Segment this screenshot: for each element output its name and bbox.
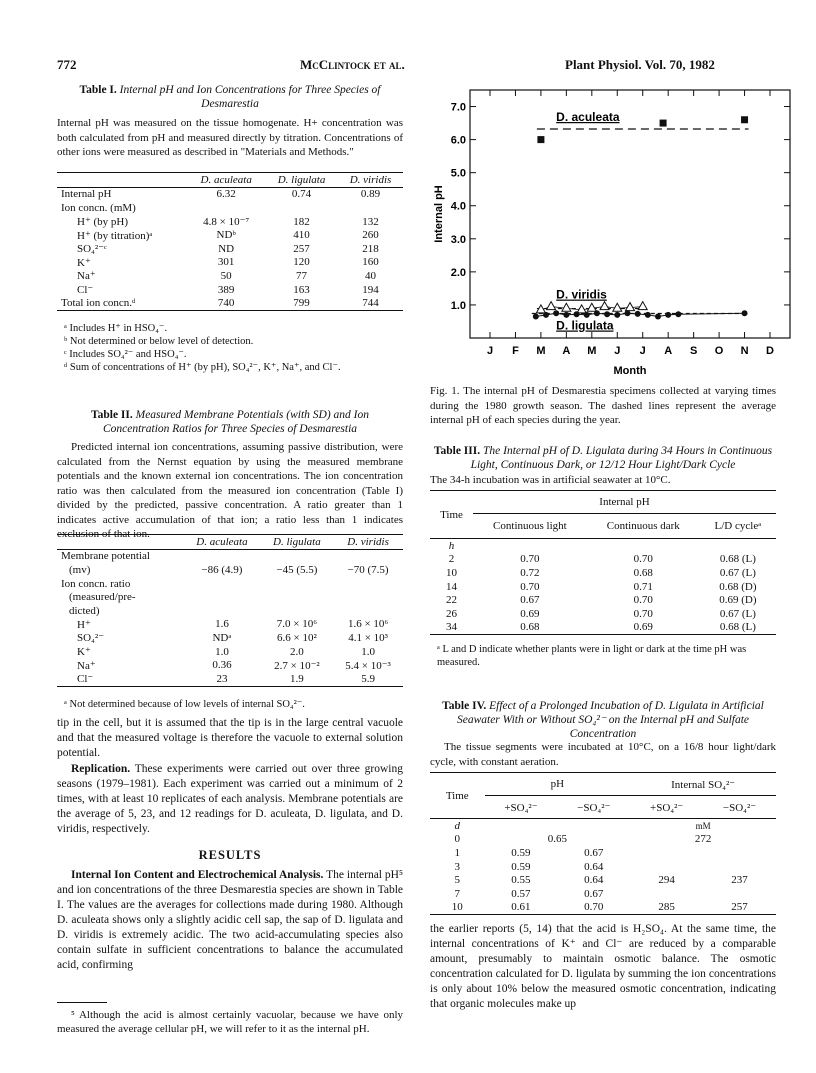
table3-cell: 0.68: [633, 566, 653, 579]
table4-cell: 1: [454, 846, 460, 859]
table2-cell: [183, 577, 260, 591]
table4-cell: 0.61: [485, 901, 558, 915]
table4-description: The tissue segments were incubated at 10°C, on a 16/8 hour light/dark cycle, with constant aeration.: [430, 741, 776, 768]
table3-unit: h: [448, 539, 455, 552]
table2-cell: 2.0: [290, 645, 304, 658]
table4-unit-conc: mM: [695, 820, 711, 831]
table1-cell: 0.74: [291, 188, 312, 201]
table1-cell: ND: [218, 242, 235, 255]
table1-cell: 40: [365, 269, 376, 282]
table1-cell: [187, 201, 265, 215]
table4-cell: 237: [731, 874, 748, 887]
series-label-viridis: D. viridis: [556, 287, 607, 302]
series-label-aculeata: D. aculeata: [556, 110, 620, 125]
journal-citation: Plant Physiol. Vol. 70, 1982: [565, 57, 715, 72]
table1-footnote: ᵃ Includes H⁺ in HSO₄⁻.: [64, 323, 168, 334]
table4-cell: 294: [658, 874, 675, 887]
table2-col-header: [57, 535, 183, 550]
replication-heading: Replication.: [71, 763, 131, 775]
table-row: [430, 833, 776, 847]
table2-row-label: Ion concn. ratio: [61, 577, 131, 590]
data-point-ligulata: [614, 312, 620, 318]
table1-cell: [265, 201, 338, 215]
data-point-ligulata: [533, 314, 539, 320]
table3-caption: [430, 444, 776, 472]
table4-cell: 0.67: [584, 846, 604, 859]
data-point-viridis: [547, 302, 556, 310]
series-label-ligulata: D. ligulata: [556, 318, 614, 333]
table1-cell: 120: [293, 256, 310, 269]
page-number: 772: [57, 57, 77, 72]
data-point-aculeata: [660, 120, 667, 127]
y-tick-label: 4.0: [450, 200, 466, 213]
table-row: [57, 590, 403, 604]
table1-cell: 50: [220, 269, 232, 282]
table3-caption-label: Table III.: [433, 445, 481, 457]
table1-cell: 389: [217, 283, 235, 296]
table4-cell: 272: [694, 833, 712, 846]
table3-cell: 0.72: [520, 566, 540, 579]
table2-row-label: Cl⁻: [57, 672, 183, 686]
table3-cell: 0.70: [633, 594, 653, 607]
table3-cell: 0.70: [520, 553, 540, 566]
table2-row-label: SO₄²⁻: [77, 632, 105, 645]
data-point-viridis: [577, 305, 586, 313]
table2: [57, 534, 403, 687]
table1-cell: 132: [362, 215, 379, 228]
table3-unit-spacer: [473, 539, 776, 553]
table1-col-header: D. viridis: [338, 173, 403, 188]
data-point-ligulata: [604, 311, 610, 317]
table4-cell: [703, 860, 776, 874]
x-tick-label: M: [587, 345, 597, 357]
table4-ph-header: pH: [485, 773, 631, 796]
table-row: [57, 672, 403, 686]
table3-cell: 14: [445, 580, 457, 593]
table1-row-label: SO₄²⁻ᶜ: [77, 243, 107, 256]
table2-cell: [333, 604, 403, 618]
table2-row-label: dicted): [69, 604, 100, 617]
y-tick-label: 7.0: [450, 101, 466, 114]
table2-caption-label: Table II.: [90, 409, 133, 421]
data-point-ligulata: [655, 314, 661, 320]
table2-cell: 0.36: [212, 659, 232, 672]
table1-cell: 799: [265, 296, 338, 310]
table2-cell: 1.0: [361, 645, 375, 658]
y-tick-label: 3.0: [450, 233, 466, 246]
table1-cell: 163: [293, 283, 310, 296]
x-tick-label: M: [536, 345, 546, 357]
footnote-rule: [57, 1002, 107, 1003]
table2-cell: −45 (5.5): [276, 563, 318, 576]
table1-header-row: [57, 173, 403, 188]
table3-cell: 26: [445, 607, 457, 620]
table3-cell: 0.71: [633, 580, 653, 593]
table4-cell: 0.70: [557, 901, 630, 915]
table2-col-header: D. viridis: [333, 535, 403, 550]
y-tick-label: 2.0: [450, 266, 466, 279]
table2-cell: NDᵃ: [212, 631, 232, 644]
table1-cell: 182: [293, 215, 310, 228]
table1-caption-text: Internal pH and Ion Concentrations for Three Species of Desmarestia: [119, 84, 381, 110]
table3-cell: 10: [445, 566, 457, 579]
table1-description: Internal pH was measured on the tissue homogenate. H+ concentration was both calculated from pH and measured directly by titration. Concentrations of other ions were measured as described in "Materials and Methods.": [57, 117, 403, 158]
table2-cell: [183, 549, 260, 563]
table1: [57, 172, 403, 311]
table2-cell: [333, 577, 403, 591]
table1-col-header: D. ligulata: [265, 173, 338, 188]
table1-row-label: Ion concn. (mM): [61, 201, 136, 214]
table2-description: Predicted internal ion concentrations, assuming passive distribution, were calculated from the Nernst equation by using the measured membrane potentials and the known external ion concentrations. The ion concentration ratio was then calculated from the measured ion concentration (Table I) divided by the predicted, passive concentration. A ratio greater than 1 indicates active accumulation of that ion; a ratio less than 1 indicates exclusion of that ion.: [57, 441, 403, 540]
data-point-ligulata: [594, 310, 600, 316]
x-tick-label: F: [512, 345, 519, 357]
table4-unit-spacer: [485, 819, 631, 833]
table4-time-header: Time: [430, 773, 485, 819]
table3-cell: 22: [445, 594, 457, 607]
table4-cell: 0.57: [511, 887, 531, 900]
y-tick-label: 1.0: [450, 299, 466, 312]
table2-cell: [333, 590, 403, 604]
table4-col-header: +SO₄²⁻: [630, 796, 703, 819]
table-row: [57, 215, 403, 229]
table1-row-label: Total ion concn.ᵈ: [57, 296, 187, 310]
table-row: [430, 566, 776, 580]
table2-row-label: K⁺: [77, 646, 91, 659]
table4-cell: 7: [454, 887, 460, 900]
table4-caption: [430, 699, 776, 741]
table1-cell: 6.32: [216, 188, 236, 201]
table-row: [430, 887, 776, 901]
table1-row-label: Internal pH: [61, 188, 112, 201]
table1-cell: 301: [217, 256, 235, 269]
x-tick-label: S: [689, 345, 698, 357]
right-body-paragraph: the earlier reports (5, 14) that the acid is H₂SO₄. At the same time, the internal concentrations of K⁺ and Cl⁻ are reduced by a comparable amount, presumably to maintain osmotic balance. The osmotic concentration calculated for D. ligulata by summing the ion concentrations is only about 10% below the measured osmotic concentration, indicating that organic molecules make up: [430, 923, 776, 1010]
table4-cell: 3: [454, 860, 460, 873]
data-point-viridis: [600, 302, 609, 310]
table2-row-label: Na⁺: [77, 659, 96, 672]
table-row: [57, 618, 403, 632]
table1-col-header: [57, 173, 187, 188]
table2-cell: 1.9: [261, 672, 334, 686]
x-tick-label: J: [486, 345, 494, 357]
data-point-viridis: [613, 303, 622, 311]
table4-unit-row: [430, 819, 776, 833]
table-row: [57, 296, 403, 310]
table4-unit-time: d: [454, 819, 460, 832]
table3-cell: 0.67: [520, 594, 540, 607]
table3-cell: 0.68 (L): [700, 621, 776, 635]
table4-cell: 0.67: [584, 887, 604, 900]
table2-cell: [261, 549, 334, 563]
data-point-viridis: [587, 303, 596, 311]
table4-caption-label: Table IV.: [442, 700, 487, 712]
table1-caption-label: Table I.: [79, 84, 117, 96]
x-tick-label: A: [664, 345, 673, 357]
table1-cell: NDᵇ: [216, 229, 236, 242]
data-point-ligulata: [635, 311, 641, 317]
table2-cell: −86 (4.9): [201, 563, 243, 576]
table2-cell: [261, 590, 334, 604]
table-row: [57, 563, 403, 577]
table1-cell: 740: [187, 296, 265, 310]
table-row: [57, 631, 403, 645]
table2-cell: −70 (7.5): [347, 563, 389, 576]
table2-header-row: [57, 535, 403, 550]
table3-cell: 0.68 (D): [719, 580, 757, 593]
figure1-caption: Fig. 1. The internal pH of Desmarestia specimens collected at varying times during the 1980 growth season. The dashed lines represent the average internal pH of each species during the year.: [430, 385, 776, 426]
x-axis-label: Month: [613, 365, 647, 377]
table3-col-header: Continuous light: [473, 514, 587, 539]
replication-paragraph: [57, 762, 403, 837]
table4-cell: 10: [430, 901, 485, 915]
table1-cell: 77: [296, 269, 308, 282]
table4-cell: [630, 887, 703, 901]
data-point-viridis: [638, 302, 647, 310]
y-tick-label: 6.0: [450, 134, 466, 147]
table4-so4-header: Internal SO₄²⁻: [630, 773, 776, 796]
table4-cell: [630, 860, 703, 874]
table4-cell: 0.59: [511, 860, 531, 873]
table1-footnote: ᶜ Includes SO₄²⁻ and HSO₄⁻.: [64, 349, 187, 360]
table3: [430, 490, 776, 635]
table2-cell: [261, 577, 334, 591]
table1-row-label: K⁺: [77, 256, 91, 269]
table4-header-row: [430, 773, 776, 796]
table4-cell: 257: [703, 901, 776, 915]
table1-cell: 194: [362, 283, 379, 296]
running-authors: McClintock et al.: [300, 57, 405, 72]
internal-ion-body: The internal pH⁵ and ion concentrations of the three Desmarestia species are shown in Table I. The values are the averages for collections made during 1980. Although D. aculeata shows only a slightly acidic cell sap, the sap of D. ligulata and D. viridis is extremely acidic. The two acid-accumulating species also contain sulfate in sufficient concentrations to balance the accumulated acid, confirming: [57, 869, 403, 971]
table3-cell: 0.69 (D): [719, 594, 757, 607]
continuation-paragraph: tip in the cell, but it is assumed that the tip is in the large central vacuole and that the measured voltage is therefore the vacuole to external solution potential.: [57, 717, 403, 759]
table4-col-header: −SO₄²⁻: [703, 796, 776, 819]
table2-cell: [183, 590, 260, 604]
table-row: [430, 873, 776, 887]
data-point-ligulata: [665, 312, 671, 318]
table1-footnote: ᵇ Not determined or below level of detection.: [64, 336, 254, 347]
table2-cell: [261, 604, 334, 618]
table2-col-header: D. aculeata: [183, 535, 260, 550]
table2-row-label: (measured/pre-: [69, 591, 136, 604]
data-point-ligulata: [574, 311, 580, 317]
table3-description: The 34-h incubation was in artificial seawater at 10°C.: [430, 474, 671, 486]
table3-cell: 0.70: [520, 580, 540, 593]
table4-cell: [630, 846, 703, 860]
table3-unit-row: [430, 539, 776, 553]
table4: [430, 772, 776, 915]
table1-cell: 0.89: [360, 188, 381, 201]
data-point-ligulata: [543, 312, 549, 318]
table3-time-header: Time: [430, 491, 473, 539]
table2-cell: 4.1 × 10³: [348, 631, 388, 644]
table1-cell: 410: [293, 229, 310, 242]
table-row: [430, 621, 776, 635]
table-row: [57, 577, 403, 591]
table-row: [430, 860, 776, 874]
data-point-ligulata: [563, 312, 569, 318]
table2-cell: 1.6: [215, 618, 229, 631]
data-point-aculeata: [537, 136, 544, 143]
table2-col-header: D. ligulata: [261, 535, 334, 550]
table3-col-header: Continuous dark: [587, 514, 700, 539]
table4-cell: 0.64: [584, 860, 604, 873]
table-row: [57, 645, 403, 659]
table2-cell: [333, 549, 403, 563]
data-point-ligulata: [584, 312, 590, 318]
table4-cell: 0: [454, 833, 460, 846]
data-point-ligulata: [675, 311, 681, 317]
plot-frame: [470, 90, 790, 338]
table3-caption-text: The Internal pH of D. Ligulata during 34 Hours in Continuous Light, Continuous Dark, or 12/12 Hour Light/Dark Cycle: [470, 445, 773, 471]
table-row: [430, 607, 776, 621]
table-row: [57, 549, 403, 563]
table2-cell: 23: [183, 672, 260, 686]
table1-cell: [338, 201, 403, 215]
data-point-ligulata: [553, 310, 559, 316]
table4-cell: 0.59: [511, 846, 531, 859]
table2-row-label: H⁺: [77, 618, 91, 631]
table2-caption-text: Measured Membrane Potentials (with SD) and Ion Concentration Ratios for Three Species of Desmarestia: [102, 409, 369, 435]
table1-caption: [57, 83, 403, 111]
x-tick-label: A: [562, 345, 571, 357]
table-row: [57, 283, 403, 297]
table2-cell: 6.6 × 10²: [277, 631, 317, 644]
table2-cell: 5.9: [333, 672, 403, 686]
table4-cell: 0.64: [584, 874, 604, 887]
table-row: [57, 187, 403, 201]
x-tick-label: J: [639, 345, 646, 357]
table4-cell: 0.65: [547, 833, 567, 846]
table-row: [430, 901, 776, 915]
table3-cell: 0.70: [633, 607, 653, 620]
table2-cell: 5.4 × 10⁻³: [345, 659, 391, 672]
table3-col-header: L/D cycleᵃ: [700, 514, 776, 539]
table-row: [57, 658, 403, 672]
table2-cell: 2.7 × 10⁻²: [274, 659, 320, 672]
table4-cell: [703, 887, 776, 901]
table2-cell: 1.6 × 10⁶: [347, 618, 389, 631]
table1-row-label: Na⁺: [77, 270, 96, 283]
data-point-ligulata: [742, 310, 748, 316]
table3-cell: 0.69: [520, 607, 540, 620]
table4-cell: [703, 846, 776, 860]
data-point-viridis: [562, 303, 571, 311]
table1-cell: 257: [293, 242, 310, 255]
table4-col-header: +SO₄²⁻: [485, 796, 558, 819]
x-tick-label: N: [740, 345, 749, 357]
table2-cell: 7.0 × 10⁶: [276, 618, 318, 631]
data-point-ligulata: [624, 310, 630, 316]
table3-cell: 0.67 (L): [719, 566, 756, 579]
table-row: [57, 228, 403, 242]
table3-cell: 0.67 (L): [719, 607, 756, 620]
table-row: [57, 242, 403, 256]
table3-cell: 0.68 (L): [719, 553, 756, 566]
table-row: [57, 604, 403, 618]
table3-cell: 2: [448, 553, 455, 566]
table4-cell: 285: [630, 901, 703, 915]
table2-cell: 1.0: [215, 645, 229, 658]
table4-caption-text: Effect of a Prolonged Incubation of D. Ligulata in Artificial Seawater With or Without SO₄²⁻ on the Internal pH and Sulfate Concentration: [456, 700, 764, 740]
table-row: [430, 553, 776, 567]
results-paragraph: [57, 868, 403, 973]
x-tick-label: D: [766, 345, 774, 357]
y-axis-label: Internal pH: [433, 185, 445, 243]
table-row: [57, 201, 403, 215]
table-row: [430, 580, 776, 594]
y-tick-label: 5.0: [450, 167, 466, 180]
table1-footnotes: [64, 322, 404, 374]
table3-cell: 0.70: [633, 553, 653, 566]
page-footnote: ⁵ Although the acid is almost certainly vacuolar, because we have only measured the average cellular pH, we will refer to it as the internal pH.: [57, 1009, 403, 1035]
table4-cell: 5: [454, 874, 460, 887]
data-point-aculeata: [741, 116, 748, 123]
table1-footnote: ᵈ Sum of concentrations of H⁺ (by pH), SO₄²⁻, K⁺, Na⁺, and Cl⁻.: [64, 362, 341, 373]
table1-cell: 160: [362, 256, 379, 269]
table1-cell: 260: [362, 229, 379, 242]
table3-group-header: Internal pH: [473, 491, 776, 514]
table3-cell: 34: [430, 621, 473, 635]
table1-row-label: H⁺ (by titration)ᵃ: [77, 229, 153, 242]
table3-cell: 0.69: [587, 621, 700, 635]
table2-row-label: Membrane potential: [61, 550, 150, 563]
table3-footnote: ᵃ L and D indicate whether plants were in light or dark at the time pH was measured.: [437, 644, 747, 668]
table3-cell: 0.68: [473, 621, 587, 635]
table3-subheader-row: [430, 514, 776, 539]
table-row: [430, 593, 776, 607]
table2-cell: [183, 604, 260, 618]
table1-row-label: Cl⁻: [77, 284, 94, 297]
table2-row-label: (mv): [69, 563, 91, 576]
table3-header-row: [430, 491, 776, 514]
table1-col-header: D. aculeata: [187, 173, 265, 188]
table1-cell: 4.8 × 10⁻⁷: [203, 216, 250, 229]
table1-cell: 744: [338, 296, 403, 310]
table-row: [57, 269, 403, 283]
table2-footnote: ᵃ Not determined because of low levels of internal SO₄²⁻.: [64, 699, 305, 710]
x-tick-label: J: [614, 345, 621, 357]
results-heading: RESULTS: [198, 848, 262, 862]
table1-row-label: H⁺ (by pH): [77, 216, 129, 229]
x-tick-label: O: [714, 345, 724, 357]
table4-col-header: −SO₄²⁻: [557, 796, 630, 819]
replication-body: These experiments were carried out over three growing seasons (1979–1981). Each experiment was carried out a minimum of 2 times, with at least 10 replicates of each analysis. Membrane potentials are the average of 5, 23, and 12 readings for D. aculeata, D. ligulata, and D. viridis, respectively.: [57, 763, 403, 835]
table1-cell: 218: [362, 242, 379, 255]
table-row: [57, 256, 403, 270]
data-point-viridis: [626, 303, 635, 311]
internal-ion-heading: Internal Ion Content and Electrochemical Analysis.: [71, 869, 324, 881]
table4-cell: 0.55: [511, 874, 531, 887]
table-row: [430, 846, 776, 860]
figure1-chart: [430, 80, 810, 380]
table2-caption: [57, 408, 403, 436]
data-point-ligulata: [645, 312, 651, 318]
